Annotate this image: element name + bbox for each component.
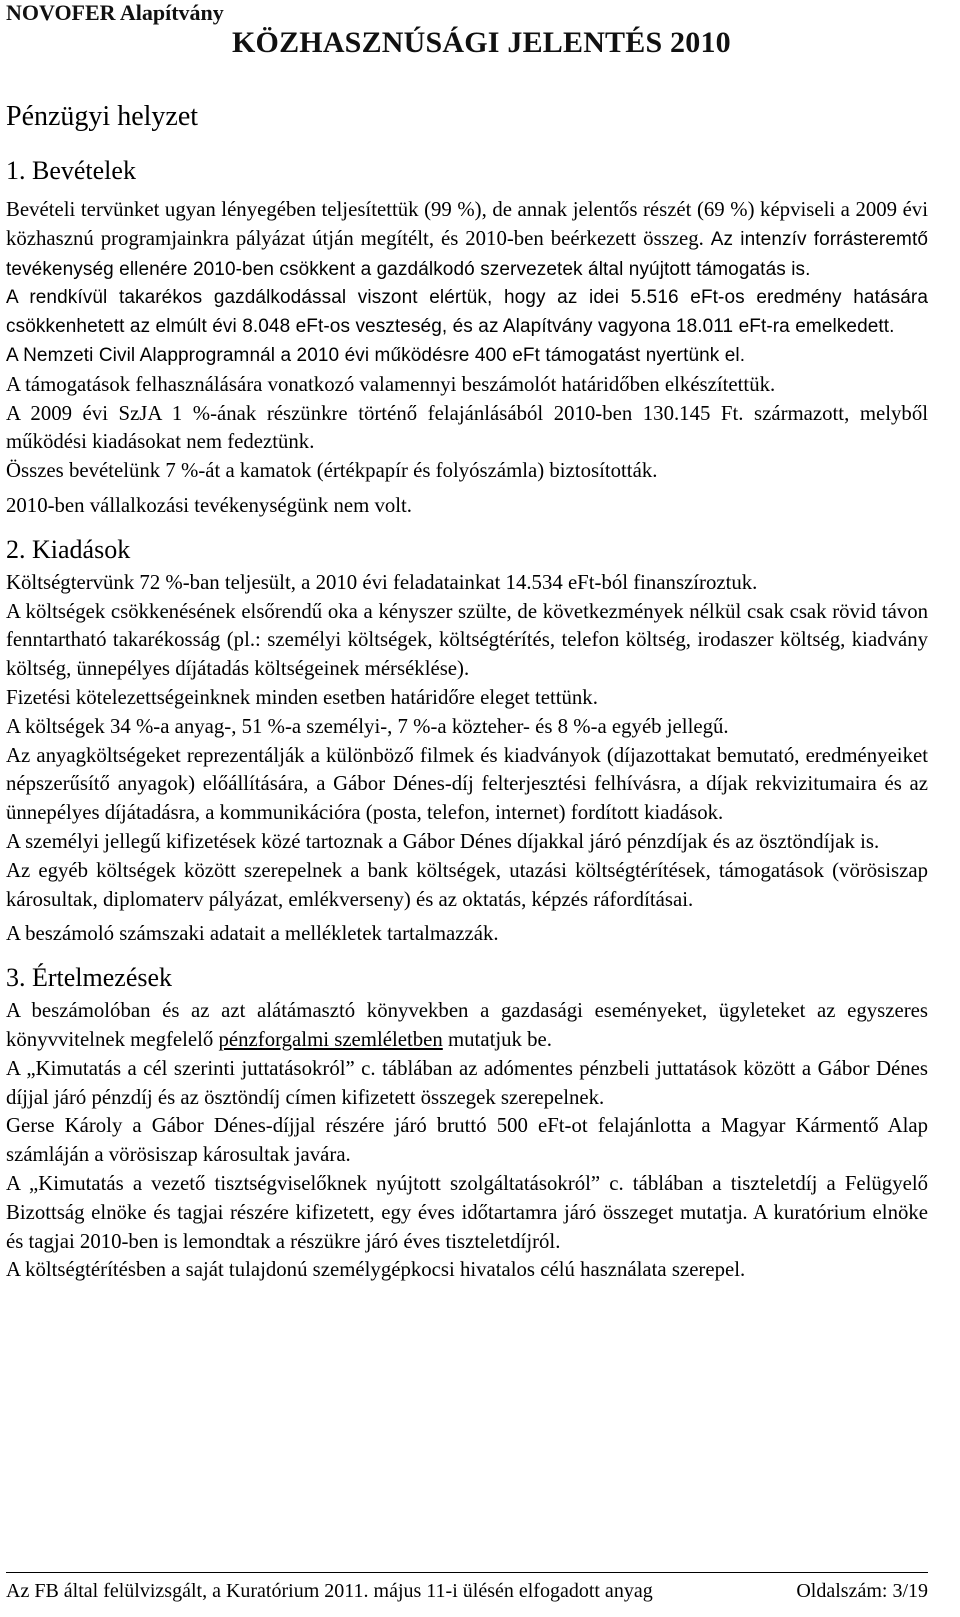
document-body: [6, 98, 928, 1285]
paragraph: A 2009 évi SzJA 1 %-ának részünkre történő felajánlásából 2010-ben 130.145 Ft. származott, melyből működési kiadásokat nem fedeztünk.: [6, 401, 928, 454]
header-report-title: KÖZHASZNÚSÁGI JELENTÉS 2010: [232, 26, 731, 59]
section-title: Pénzügyi helyzet: [6, 101, 199, 132]
paragraph-text: Bevételi tervünket ugyan lényegében teljesítettük (99 %), de annak jelentős részét (69 %) képviseli a 2009 évi közhasznú programjainkra pályázat útján megítélt, és 2010-ben beérkezett összeg.: [6, 198, 928, 250]
paragraph-text: mutatjuk be.: [442, 1027, 552, 1051]
paragraph: A személyi jellegű kifizetések közé tartoznak a Gábor Dénes díjakkal járó pénzdíjak és az ösztöndíjak is.: [6, 829, 880, 853]
paragraph: Fizetési kötelezettségeinknek minden esetben határidőre eleget tettünk.: [6, 685, 598, 709]
paragraph: A Nemzeti Civil Alapprogramnál a 2010 évi működésre 400 eFt támogatást nyertünk el.: [6, 344, 746, 366]
paragraph: Az egyéb költségek között szerepelnek a bank költségek, utazási költségtérítések, támogatások (vörösiszap károsultak, diplomaterv pályázat, emlékverseny) és az oktatás, képzés ráfordításai.: [6, 858, 928, 911]
heading-kiadasok: 2. Kiadások: [6, 534, 131, 564]
paragraph: A költségek csökkenésének elsőrendű oka a kényszer szülte, de következmények nélkül csak csak rövid távon fenntartható takarékosság (pl.: személyi költségek, költségtérítés, telefon költség, irodaszer költség, kiadvány költség, ünnepélyes díjátadás költségeinek mérséklése).: [6, 599, 928, 681]
paragraph: A „Kimutatás a cél szerinti juttatásokról” c. táblában az adómentes pénzbeli juttatások között a Gábor Dénes díjjal járó pénzdíj és az ösztöndíj címen kifizetett összegek szerepelnek.: [6, 1056, 928, 1109]
heading-bevetelek: 1. Bevételek: [6, 156, 136, 185]
page-number: Oldalszám: 3/19: [796, 1580, 928, 1602]
paragraph: A beszámoló számszaki adatait a mellékletek tartalmazzák.: [6, 922, 499, 946]
paragraph-text: A beszámolóban és az azt alátámasztó könyvekben a gazdasági eseményeket, ügyleteket az egyszeres könyvvitelnek megfelelő: [6, 999, 928, 1051]
header-org-name: NOVOFER Alapítvány: [6, 0, 224, 25]
footer-note: Az FB által felülvizsgált, a Kuratórium 2011. május 11-i ülésén elfogadott anyag: [6, 1580, 653, 1602]
paragraph: [6, 997, 928, 1055]
heading-ertelmezesek: 3. Értelmezések: [6, 963, 173, 993]
paragraph: A rendkívül takarékos gazdálkodással viszont elértük, hogy az idei 5.516 eFt-os eredmény hatására csökkenhetett az elmúlt évi 8.048 eFt-os veszteség, és az Alapítvány vagyona 18.011 eFt-ra emelkedett.: [6, 287, 928, 338]
paragraph-text: Az intenzív forrásteremtő tevékenység ellenére 2010-ben csökkent a gazdálkodó szervezetek által nyújtott támogatás is.: [6, 228, 928, 280]
paragraph: Gerse Károly a Gábor Dénes-díjjal részére járó bruttó 500 eFt-ot felajánlotta a Magyar Kármentő Alap számláján a vörösiszap károsultak javára.: [6, 1114, 928, 1167]
paragraph: A „Kimutatás a vezető tisztségviselőknek nyújtott szolgáltatásokról” c. táblában a tiszteletdíj a Felügyelő Bizottság elnöke és tagjai részére kifizetett, egy éves időtartamra járó összeget mutatja. A kuratórium elnöke és tagjai 2010-ben is lemondtak a részükre járó éves tiszteletdíjról.: [6, 1171, 928, 1253]
paragraph: [6, 196, 928, 284]
paragraph: Az anyagköltségeket reprezentálják a különböző filmek és kiadványok (díjazottakat bemutató, eredményeiket népszerűsítő anyagok) előállítására, a Gábor Dénes-díj felterjesztési felhívásra, a díjak rekvizitumaira és az ünnepélyes díjátadásra, a kommunikációra (posta, telefon, internet) fordított kiadások.: [6, 743, 928, 825]
paragraph: A támogatások felhasználására vonatkozó valamennyi beszámolót határidőben elkészítettük.: [6, 372, 776, 396]
paragraph: 2010-ben vállalkozási tevékenységünk nem volt.: [6, 493, 413, 517]
paragraph: Költségtervünk 72 %-ban teljesült, a 2010 évi feladatainkat 14.534 eFt-ból finanszíroztuk.: [6, 570, 758, 594]
paragraph: A költségtérítésben a saját tulajdonú személygépkocsi hivatalos célú használata szerepel.: [6, 1258, 746, 1282]
paragraph: Összes bevételünk 7 %-át a kamatok (értékpapír és folyószámla) biztosították.: [6, 459, 658, 483]
paragraph: A költségek 34 %-a anyag-, 51 %-a személyi-, 7 %-a közteher- és 8 %-a egyéb jellegű.: [6, 714, 729, 738]
underlined-term: pénzforgalmi szemléletben: [218, 1027, 443, 1051]
footer-divider: [6, 1572, 928, 1573]
